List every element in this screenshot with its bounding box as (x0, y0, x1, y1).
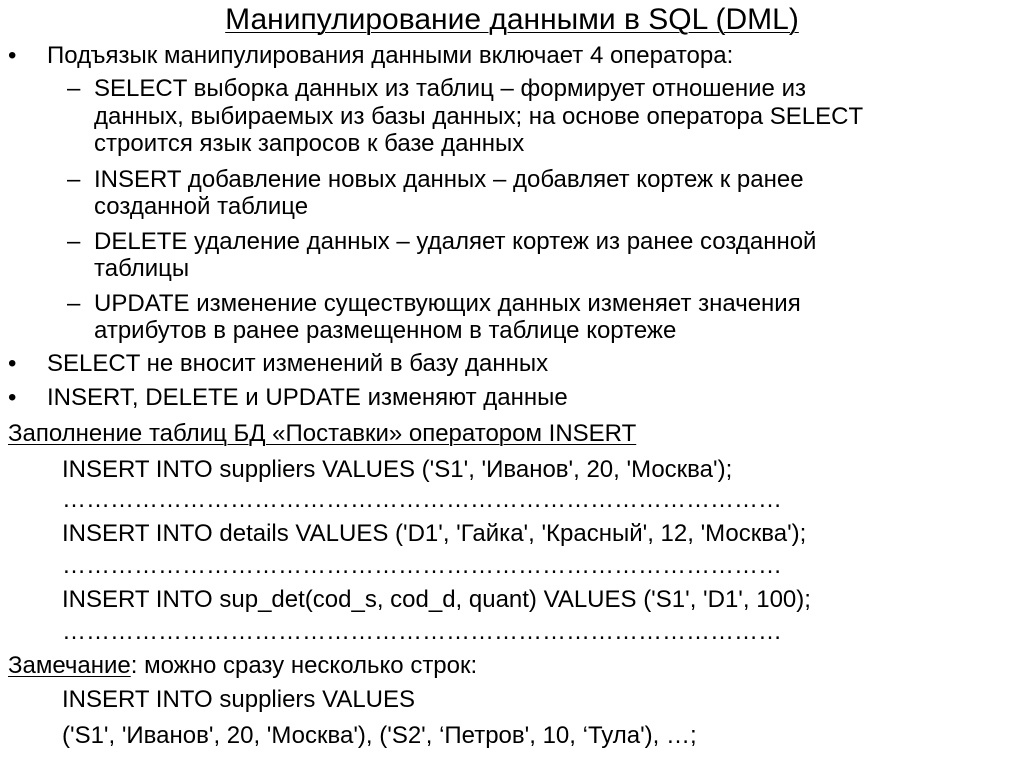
note-label: Замечание (8, 652, 131, 679)
note-line (8, 652, 477, 680)
subitem-select-line3: строится язык запросов к базе данных (94, 130, 525, 157)
note-code-line2: ('S1', 'Иванов', 20, 'Москва'), ('S2', ‘Петров', 10, ‘Тула'), …; (62, 722, 697, 749)
dash-marker: – (67, 166, 81, 193)
bullet-text-insert-delete-update: INSERT, DELETE и UPDATE изменяют данные (47, 384, 568, 411)
code-ellipsis: ……………………………………………………………………………… (62, 618, 782, 645)
bullet-marker: • (8, 42, 17, 69)
subitem-update-line2: атрибутов в ранее размещенном в таблице кортеже (94, 317, 677, 344)
bullet-marker: • (8, 384, 17, 411)
note-code-line1: INSERT INTO suppliers VALUES (62, 686, 416, 713)
subitem-select-line1: SELECT выборка данных из таблиц – формирует отношение из (94, 75, 806, 102)
dash-marker: – (67, 228, 81, 255)
code-line-suppliers: INSERT INTO suppliers VALUES ('S1', 'Иванов', 20, 'Москва'); (62, 456, 733, 483)
subitem-delete-line2: таблицы (94, 255, 190, 282)
subitem-select-line2: данных, выбираемых из базы данных; на основе оператора SELECT (94, 103, 864, 130)
code-ellipsis: ……………………………………………………………………………… (62, 486, 782, 513)
subitem-insert-line1: INSERT добавление новых данных – добавляет кортеж к ранее (94, 166, 804, 193)
dash-marker: – (67, 75, 81, 102)
dash-marker: – (67, 290, 81, 317)
subitem-delete-line1: DELETE удаление данных – удаляет кортеж из ранее созданной (94, 228, 817, 255)
subitem-update-line1: UPDATE изменение существующих данных изменяет значения (94, 290, 801, 317)
slide-title: Манипулирование данными в SQL (DML) (225, 3, 799, 36)
note-text: : можно сразу несколько строк: (130, 652, 478, 679)
code-line-sup-det: INSERT INTO sup_det(cod_s, cod_d, quant) VALUES ('S1', 'D1', 100); (62, 586, 811, 613)
code-ellipsis: ……………………………………………………………………………… (62, 552, 782, 579)
subitem-insert-line2: созданной таблице (94, 193, 309, 220)
bullet-marker: • (8, 350, 17, 377)
bullet-text-operators: Подъязык манипулирования данными включает 4 оператора: (47, 42, 734, 69)
code-line-details: INSERT INTO details VALUES ('D1', 'Гайка', 'Красный', 12, 'Москва'); (62, 520, 807, 547)
bullet-text-select: SELECT не вносит изменений в базу данных (47, 350, 549, 377)
section-heading: Заполнение таблиц БД «Поставки» оператором INSERT (8, 420, 637, 447)
